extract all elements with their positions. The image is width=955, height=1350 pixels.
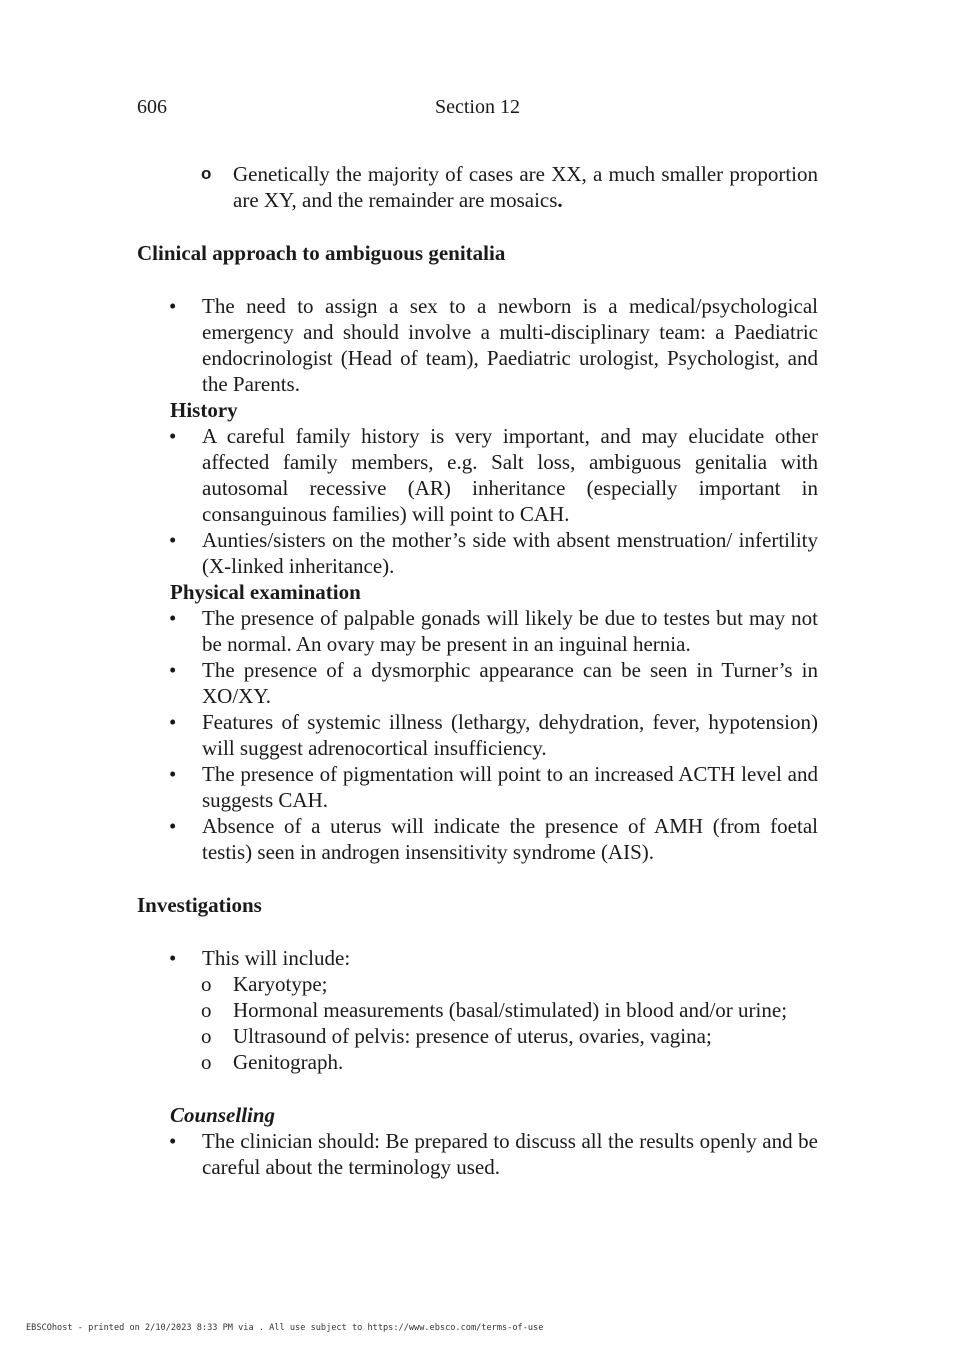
bullet-icon: • (169, 528, 177, 552)
list-item (137, 761, 818, 813)
sub-list-item (137, 1049, 818, 1075)
list-item (137, 161, 818, 213)
list-item-text: This will include: (202, 946, 351, 970)
list-item (137, 709, 818, 761)
running-header-section: Section 12 (435, 96, 520, 118)
sub-list-item-text: Hormonal measurements (basal/stimulated) in blood and/or urine; (233, 998, 788, 1022)
list-item-text: The presence of a dysmorphic appearance can be seen in Turner’s in XO/XY. (202, 658, 818, 708)
bullet-icon: • (169, 946, 177, 970)
circle-bullet-icon: o (201, 1050, 212, 1074)
circle-bullet-icon: o (201, 1024, 212, 1048)
section-heading-clinical: Clinical approach to ambiguous genitalia (137, 241, 506, 265)
sub-list-item (137, 997, 818, 1023)
bullet-icon: • (169, 424, 177, 448)
bullet-icon: • (169, 658, 177, 682)
list-item (137, 605, 818, 657)
bullet-icon: • (169, 294, 177, 318)
page-number: 606 (137, 96, 167, 118)
subheading-history: History (170, 398, 238, 422)
list-item-text: The clinician should: Be prepared to discuss all the results openly and be careful about the terminology used. (202, 1129, 818, 1179)
sub-list-item-text: Ultrasound of pelvis: presence of uterus, ovaries, vagina; (233, 1024, 712, 1048)
list-item (137, 945, 818, 971)
list-item-text: The presence of pigmentation will point to an increased ACTH level and suggests CAH. (202, 762, 818, 812)
list-item-text: The presence of palpable gonads will likely be due to testes but may not be normal. An ovary may be present in an inguinal hernia. (202, 606, 818, 656)
sub-list-item (137, 1023, 818, 1049)
list-item-end: . (557, 188, 563, 212)
list-item (137, 293, 818, 397)
circle-bullet-icon: o (201, 164, 212, 183)
list-item (137, 423, 818, 527)
bullet-icon: • (169, 1129, 177, 1153)
bullet-icon: • (169, 606, 177, 630)
list-item (137, 1128, 818, 1180)
subheading-physical-examination: Physical examination (170, 580, 361, 604)
sub-list-item (137, 971, 818, 997)
list-item (137, 527, 818, 579)
sub-list-item-text: Karyotype; (233, 972, 328, 996)
section-heading-investigations: Investigations (137, 893, 262, 917)
bullet-icon: • (169, 814, 177, 838)
page-body (137, 161, 818, 1180)
list-item-text: Aunties/sisters on the mother’s side with absent menstruation/ infertility (X-linked inheritance). (202, 528, 818, 578)
list-item-text: Features of systemic illness (lethargy, dehydration, fever, hypotension) will suggest adrenocortical insufficiency. (202, 710, 818, 760)
print-footer: EBSCOhost - printed on 2/10/2023 8:33 PM via . All use subject to https://www.ebsco.com/terms-of-use (26, 1323, 544, 1333)
list-item-text: The need to assign a sex to a newborn is a medical/psychological emergency and should involve a multi-disciplinary team: a Paediatric endocrinologist (Head of team), Paediatric urologist, Psychologist, and the Parents. (202, 294, 818, 396)
bullet-icon: • (169, 710, 177, 734)
list-item (137, 813, 818, 865)
circle-bullet-icon: o (201, 998, 212, 1022)
list-item-text: Absence of a uterus will indicate the presence of AMH (from foetal testis) seen in androgen insensitivity syndrome (AIS). (202, 814, 818, 864)
list-item-text: Genetically the majority of cases are XX, a much smaller proportion are XY, and the remainder are mosaics (233, 162, 818, 212)
circle-bullet-icon: o (201, 972, 212, 996)
subheading-counselling: Counselling (170, 1103, 276, 1127)
list-item (137, 657, 818, 709)
sub-list-item-text: Genitograph. (233, 1050, 344, 1074)
bullet-icon: • (169, 762, 177, 786)
list-item-text: A careful family history is very important, and may elucidate other affected family members, e.g. Salt loss, ambiguous genitalia with autosomal recessive (AR) inheritance (especially important in consanguinous families) will point to CAH. (202, 424, 818, 526)
